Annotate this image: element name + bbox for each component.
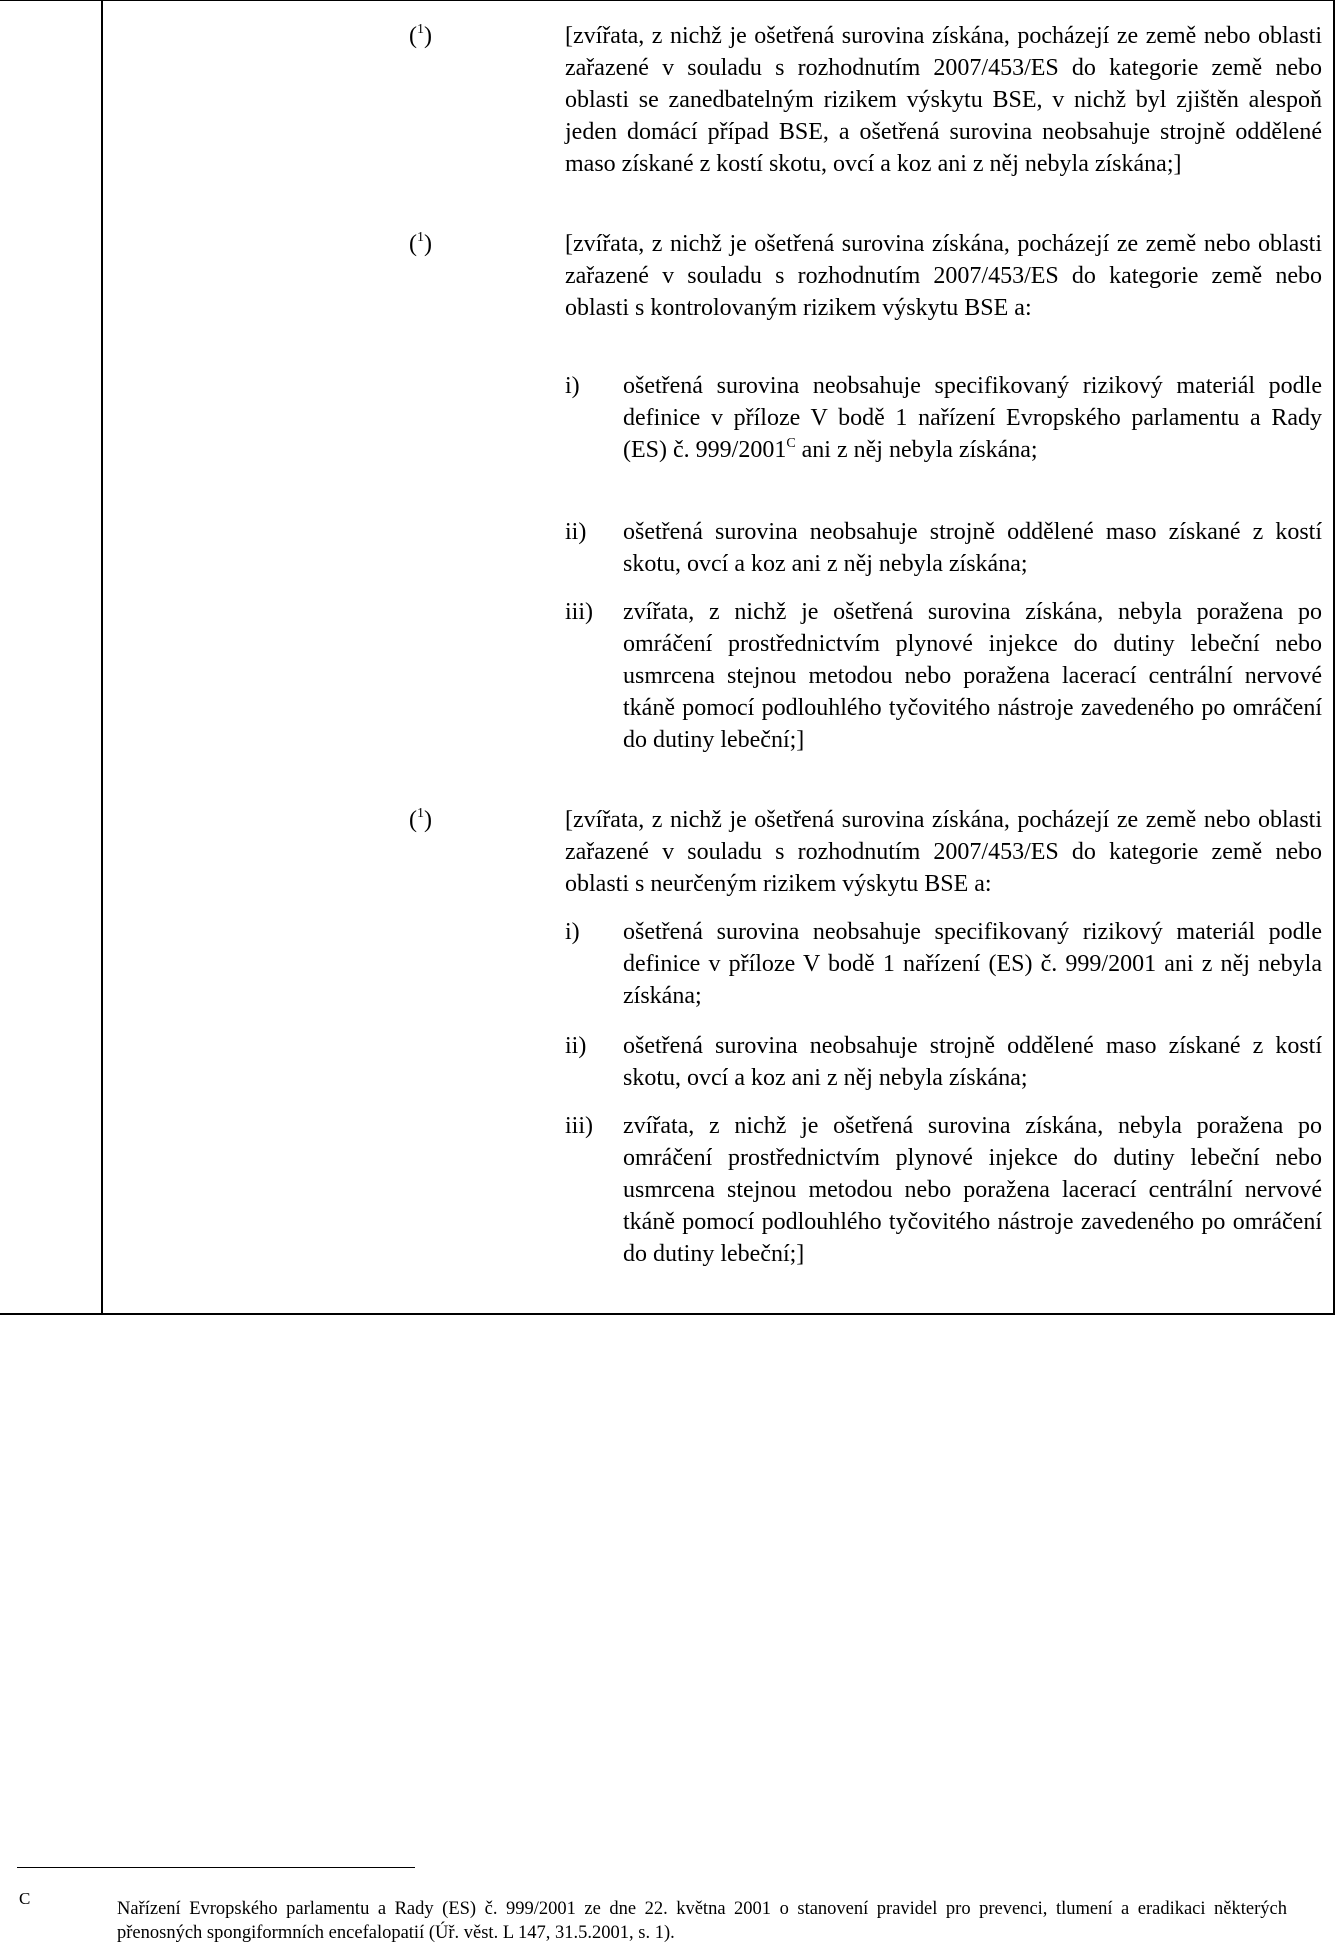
list-item-text: ošetřená surovina neobsahuje specifikovaný rizikový materiál podle definice v příloze V bodě 1 nařízení Evropského parlamentu a Rady (ES) č. $999/2001^C$ ani z něj nebyla získána; [623, 373, 1322, 463]
list-item-text: zvířata, z nichž je ošetřená surovina získána, nebyla poražena po omráčení prostřednictvím plynové injekce do dutiny lebeční nebo usmrcena stejnou metodou nebo poražena lacerací centrální nervové tkáně pomocí podlouhlého tyčovitého nástroje zavedeného po omráčení do dutiny lebeční;] [623, 599, 1322, 753]
paragraph-marker: ($^1$) [409, 806, 432, 833]
paragraph-text: [zvířata, z nichž je ošetřená surovina získána, pocházejí ze země nebo oblasti zařazené v souladu s rozhodnutím 2007/453/ES do kategorie země nebo oblasti s neurčeným rizikem výskytu BSE a: [565, 807, 1322, 897]
list-item-number: i) [565, 919, 580, 945]
footnote-text: Nařízení Evropského parlamentu a Rady (ES) č. 999/2001 ze dne 22. května 2001 o stanovení pravidel pro prevenci, tlumení a eradikaci některých přenosných spongiformních encefalopatií (Úř. věst. L 147, 31.5.2001, s. 1). [117, 1899, 1287, 1943]
footnote-separator [17, 1867, 415, 1868]
list-item-number: iii) [565, 599, 593, 625]
paragraph-marker: ($^1$) [409, 230, 432, 257]
paragraph-marker: ($^1$) [409, 22, 432, 49]
list-item-number: i) [565, 373, 580, 399]
list-item-text: ošetřená surovina neobsahuje specifikovaný rizikový materiál podle definice v příloze V bodě 1 nařízení (ES) č. 999/2001 ani z něj nebyla získána; [623, 919, 1322, 1009]
footnote-mark: C [19, 1889, 31, 1908]
list-item-text: ošetřená surovina neobsahuje strojně oddělené maso získané z kostí skotu, ovcí a koz ani z něj nebyla získána; [623, 519, 1322, 577]
list-item-text: zvířata, z nichž je ošetřená surovina získána, nebyla poražena po omráčení prostřednictvím plynové injekce do dutiny lebeční nebo usmrcena stejnou metodou nebo poražena lacerací centrální nervové tkáně pomocí podlouhlého tyčovitého nástroje zavedeného po omráčení do dutiny lebeční;] [623, 1113, 1322, 1267]
list-item-number: ii) [565, 519, 587, 545]
list-item-number: iii) [565, 1113, 593, 1139]
list-item-text: ošetřená surovina neobsahuje strojně oddělené maso získané z kostí skotu, ovcí a koz ani z něj nebyla získána; [623, 1033, 1322, 1091]
column-divider [101, 0, 103, 1315]
list-item-number: ii) [565, 1033, 587, 1059]
paragraph-text: [zvířata, z nichž je ošetřená surovina získána, pocházejí ze země nebo oblasti zařazené v souladu s rozhodnutím 2007/453/ES do kategorie země nebo oblasti se zanedbatelným rizikem výskytu BSE, v nichž byl zjištěn alespoň jeden domácí případ BSE, a ošetřená surovina neobsahuje strojně oddělené maso získané z kostí skotu, ovcí a koz ani z něj nebyla získána;] [565, 23, 1322, 177]
paragraph-text: [zvířata, z nichž je ošetřená surovina získána, pocházejí ze země nebo oblasti zařazené v souladu s rozhodnutím 2007/453/ES do kategorie země nebo oblasti s kontrolovaným rizikem výskytu BSE a: [565, 231, 1322, 321]
